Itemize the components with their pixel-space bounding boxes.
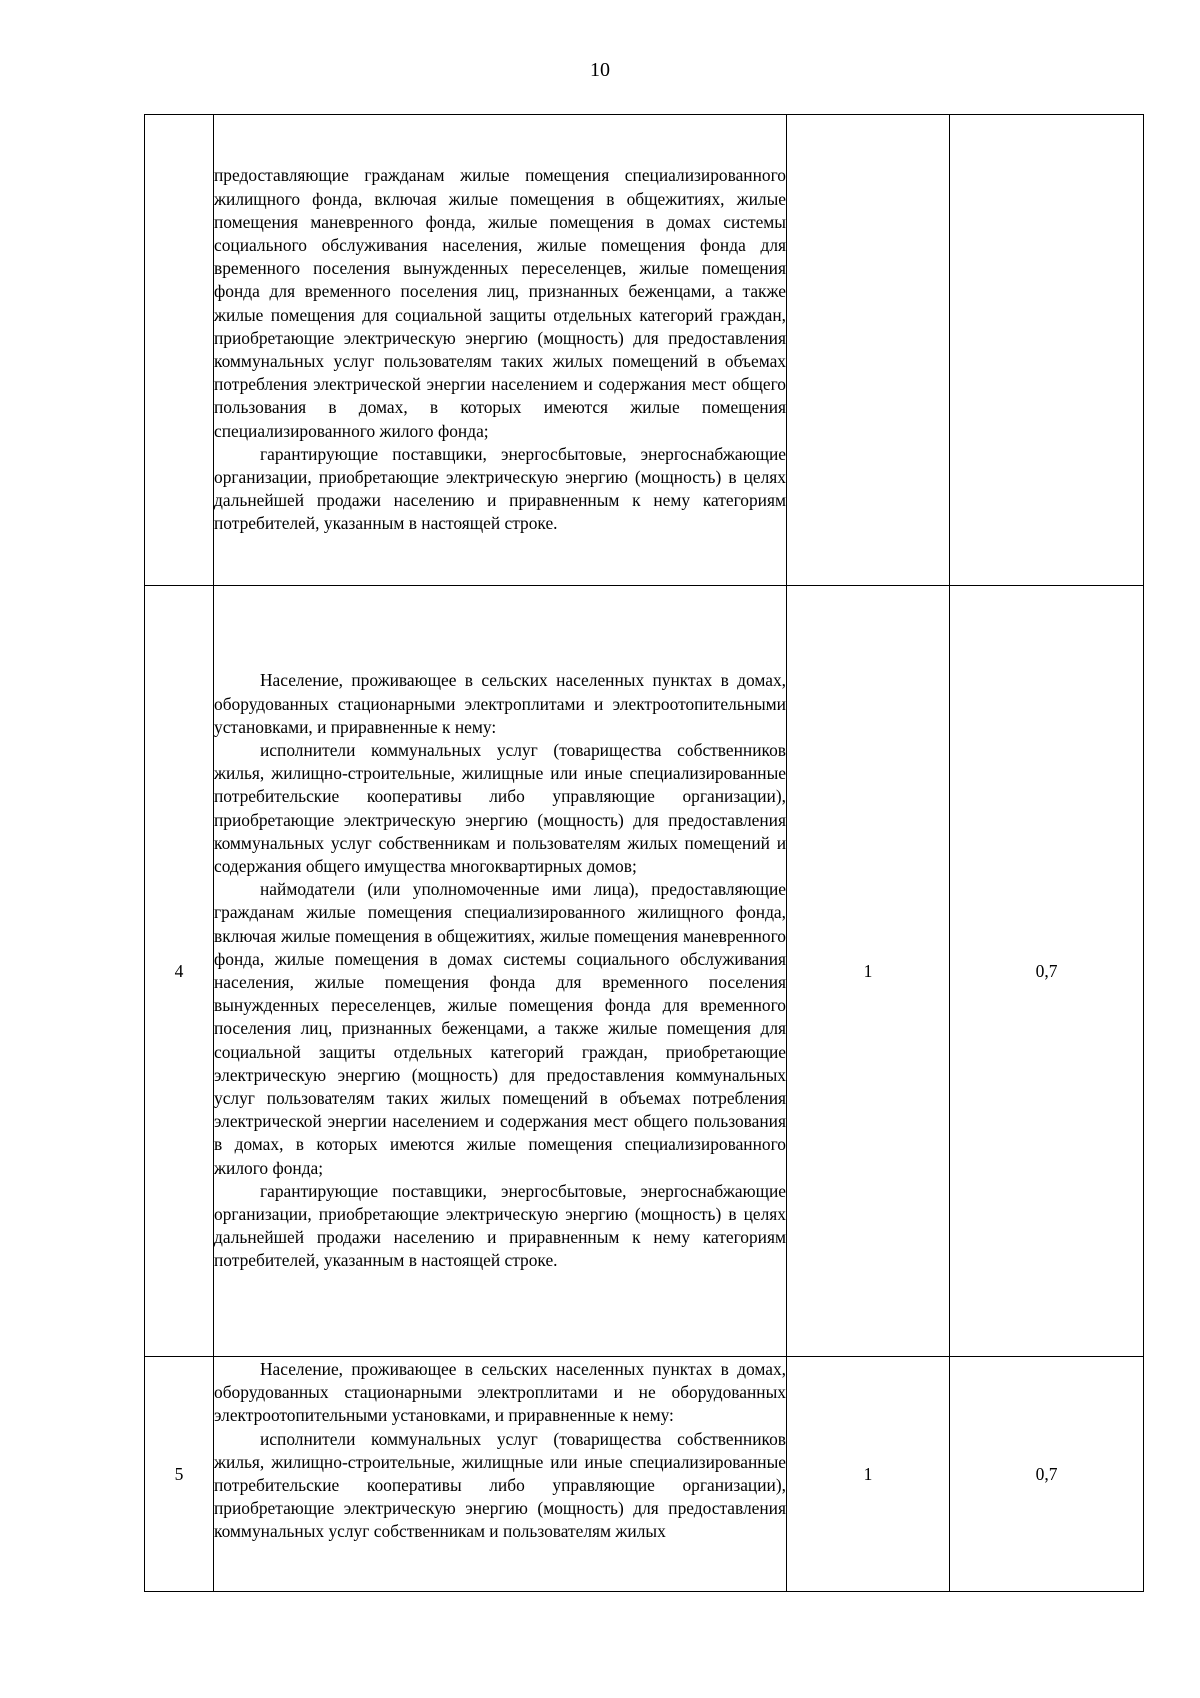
row-number-cell: 5 [145,1357,214,1592]
row-number-cell: 4 [145,586,214,1357]
paragraph: гарантирующие поставщики, энергосбытовые, энергоснабжающие организации, приобретающие электрическую энергию (мощность) в целях дальнейшей продажи населению и приравненным к нему категориям потребителей, указанным в настоящей строке. [214,1180,786,1271]
value-cell-1 [787,115,950,586]
table-row [145,1357,1144,1592]
paragraph: исполнители коммунальных услуг (товарищества собственников жилья, жилищно-строительные, жилищные или иные специализированные потребительские кооперативы либо управляющие организации), приобретающие электрическую энергию (мощность) для предоставления коммунальных услуг собственникам и пользователям жилых [214,1428,786,1542]
paragraph: гарантирующие поставщики, энергосбытовые, энергоснабжающие организации, приобретающие электрическую энергию (мощность) в целях дальнейшей продажи населению и приравненным к нему категориям потребителей, указанным в настоящей строке. [214,443,786,534]
table-row [145,586,1144,1357]
value-cell-2: 0,7 [950,586,1144,1357]
value-cell-2 [950,115,1144,586]
page-number: 10 [590,59,610,81]
value-cell-2: 0,7 [950,1357,1144,1592]
table-row [145,115,1144,586]
paragraph: наймодатели (или уполномоченные ими лица), предоставляющие гражданам жилые помещения специализированного жилищного фонда, включая жилые помещения в общежитиях, жилые помещения маневренного фонда, жилые помещения в домах системы социального обслуживания населения, жилые помещения фонда для временного поселения вынужденных переселенцев, жилые помещения фонда для временного поселения лиц, признанных беженцами, а также жилые помещения для социальной защиты отдельных категорий граждан, приобретающие электрическую энергию (мощность) для предоставления коммунальных услуг пользователям таких жилых помещений в объемах потребления электрической энергии населением и содержания мест общего пользования в домах, в которых имеются жилые помещения специализированного жилого фонда; [214,879,786,1178]
description-cell [214,115,787,586]
description-cell [214,586,787,1357]
description-cell [214,1357,787,1592]
paragraph: исполнители коммунальных услуг (товарищества собственников жилья, жилищно-строительные, жилищные или иные специализированные потребительские кооперативы либо управляющие организации), приобретающие электрическую энергию (мощность) для предоставления коммунальных услуг собственникам и пользователям жилых помещений и содержания общего имущества многоквартирных домов; [214,739,786,876]
row-number-cell [145,115,214,586]
value-cell-1: 1 [787,586,950,1357]
value-cell-1: 1 [787,1357,950,1592]
paragraph: Население, проживающее в сельских населенных пунктах в домах, оборудованных стационарными электроплитами и электроотопительными установками, и приравненные к нему: [214,670,786,737]
tariff-table [144,114,1144,1592]
paragraph: предоставляющие гражданам жилые помещения специализированного жилищного фонда, включая жилые помещения в общежитиях, жилые помещения маневренного фонда, жилые помещения в домах системы социального обслуживания населения, жилые помещения фонда для временного поселения вынужденных переселенцев, жилые помещения фонда для временного поселения лиц, признанных беженцами, а также жилые помещения для социальной защиты отдельных категорий граждан, приобретающие электрическую энергию (мощность) для предоставления коммунальных услуг пользователям таких жилых помещений в объемах потребления электрической энергии населением и содержания мест общего пользования в домах, в которых имеются жилые помещения специализированного жилого фонда; [214,165,786,441]
paragraph: Население, проживающее в сельских населенных пунктах в домах, оборудованных стационарными электроплитами и не оборудованных электроотопительными установками, и приравненные к нему: [214,1359,786,1426]
